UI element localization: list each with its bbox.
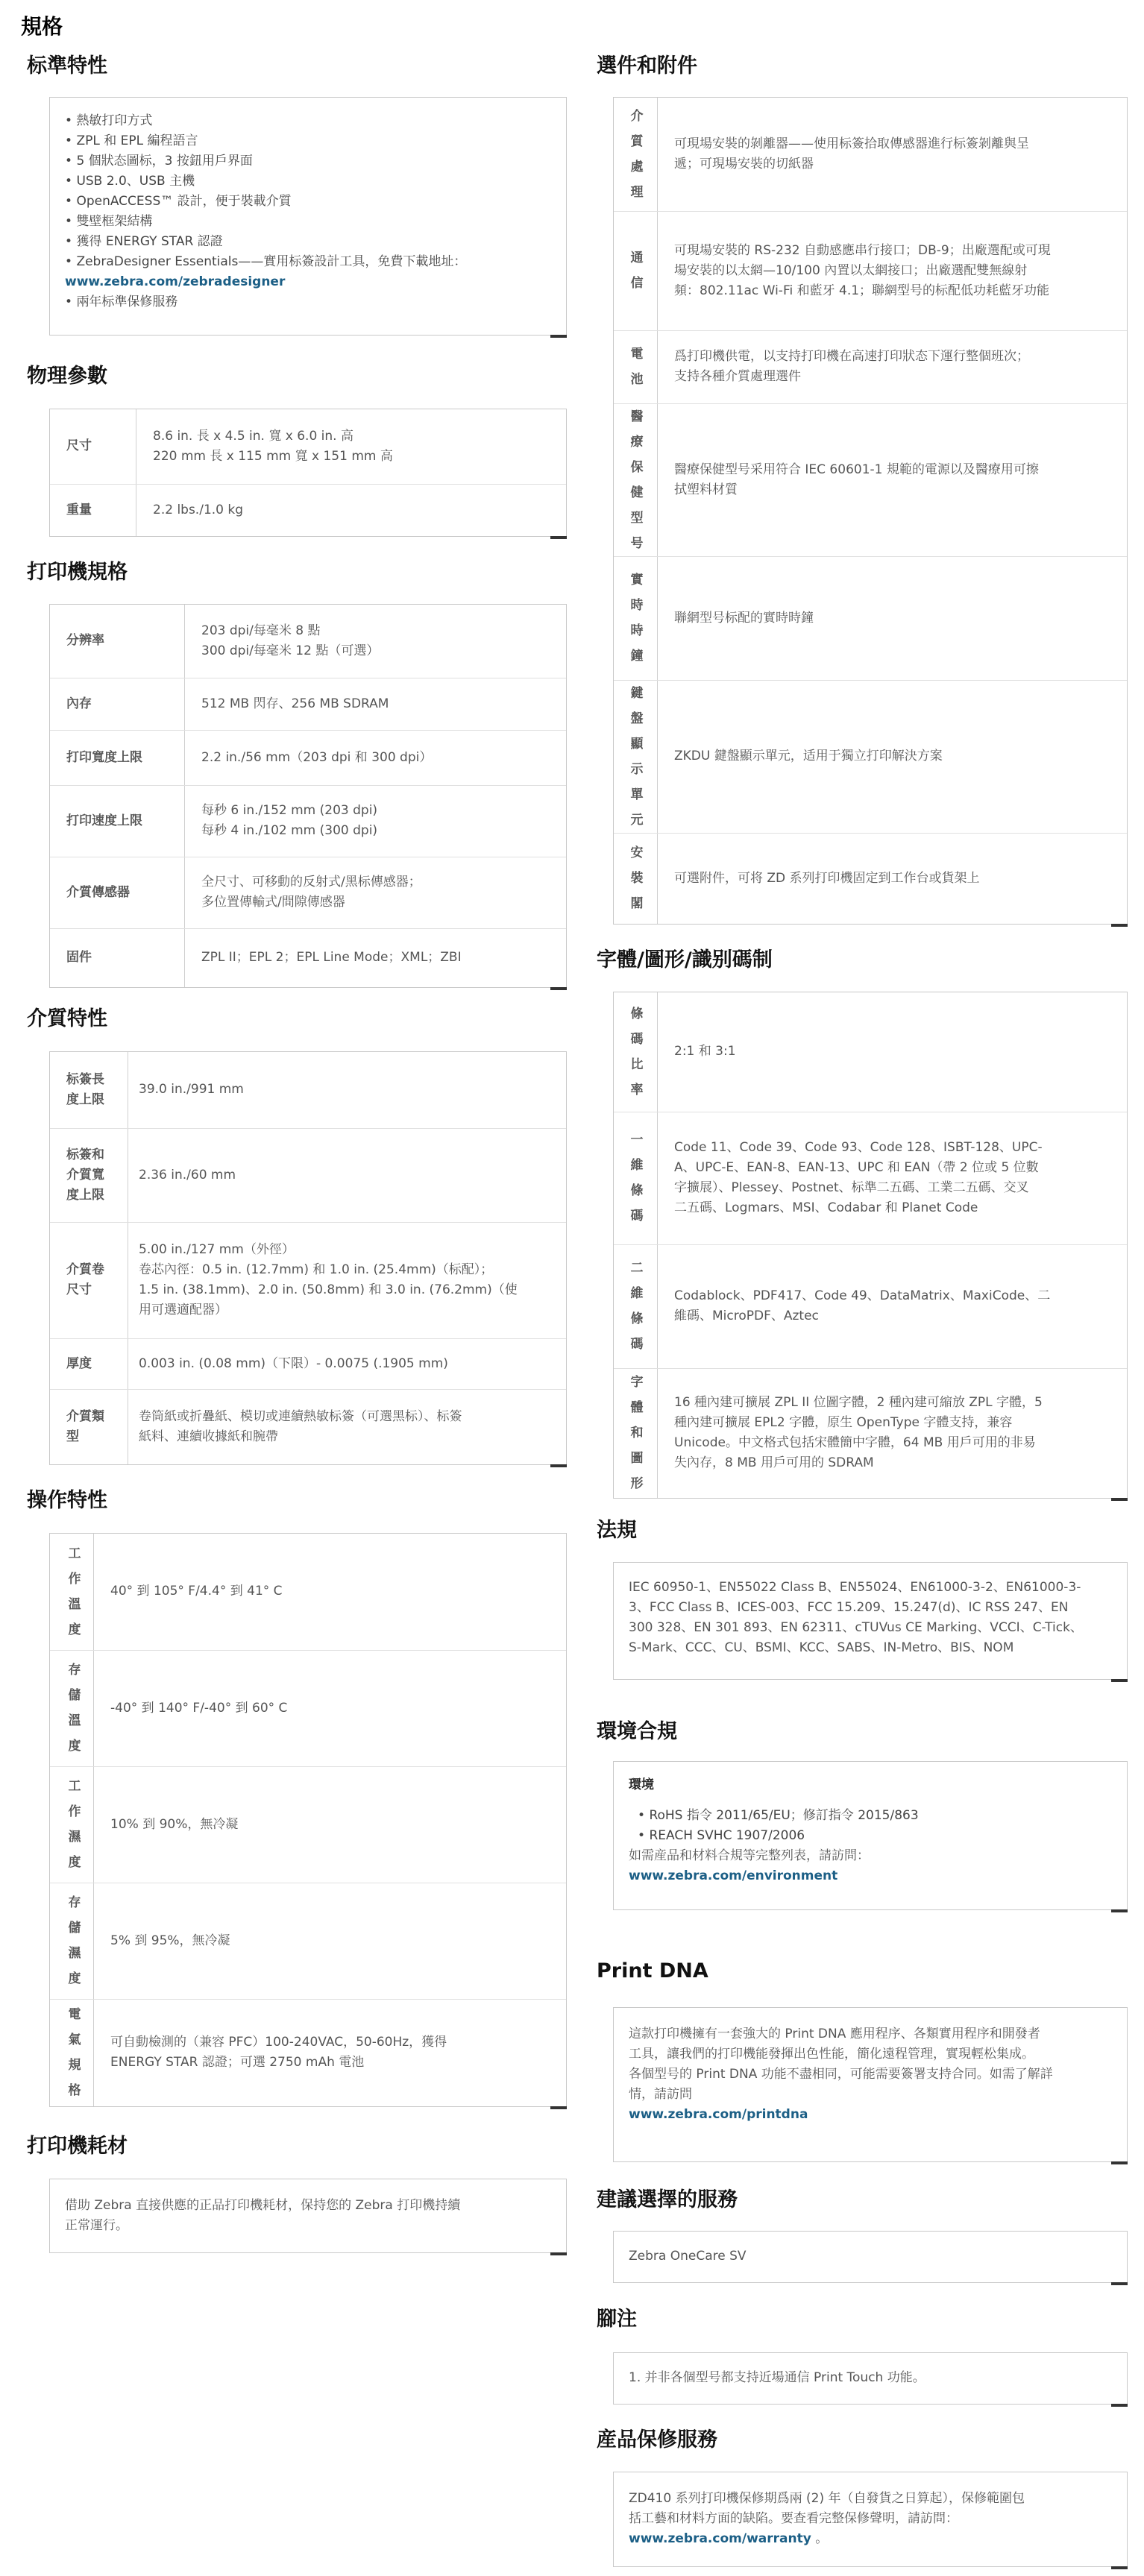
table-row bbox=[50, 1766, 566, 1883]
physical-table-box bbox=[49, 409, 567, 537]
printer-specs-heading: 打印機規格 bbox=[27, 561, 128, 584]
list-item: • ZPL 和 EPL 編程語言 bbox=[65, 131, 551, 151]
row-value: 300 dpi/每毫米 12 點（可選） bbox=[201, 643, 380, 658]
options-heading: 選件和附件 bbox=[597, 54, 697, 78]
list-item: • 5 個狀态圖标，3 按鈕用戶界面 bbox=[65, 151, 551, 171]
row-label: 電 氣 規 格 bbox=[50, 1999, 94, 2106]
fonts-box bbox=[613, 992, 1128, 1499]
printer-specs-box bbox=[49, 604, 567, 988]
table-row: 字 體 和 圖 形 16 種內建可擴展 ZPL II 位圖字體，2 種內建可縮放 ZPL 字體，5 種內建可擴展 EPL2 字體，原生 OpenType 字體支持，兼容 Unicode。中文格式包括宋體簡中字體，64 MB 用戶可用的非易 失內存，8 MB 用戶可用的 SDRAM bbox=[614, 1368, 1127, 1498]
printdna-link[interactable]: www.zebra.com/printdna bbox=[629, 2107, 808, 2122]
standard-features-heading: 标準特性 bbox=[27, 54, 107, 78]
row-value: 5.00 in./127 mm（外徑） bbox=[139, 1242, 295, 1257]
table-row: 醫 療 保 健 型 号 醫療保健型号采用符合 IEC 60601-1 規範的電源以及醫療用可擦 拭塑料材質 bbox=[614, 403, 1127, 556]
table-row: 二 維 條 碼 Codablock、PDF417、Code 49、DataMatrix、MaxiCode、二 維碼、MicroPDF、Aztec bbox=[614, 1244, 1127, 1368]
row-value: ZPL II；EPL 2；EPL Line Mode；XML；ZBI bbox=[201, 950, 462, 966]
warranty-text: ZD410 系列打印機保修期爲兩 (2) 年（自發貨之日算起），保修範圍包 括工藝和材料方面的缺陷。要查看完整保修聲明，請訪問： www.zebra.com/warranty 。 bbox=[629, 2491, 1025, 2546]
printdna-heading: Print DNA bbox=[597, 1959, 708, 1983]
row-value: 203 dpi/每毫米 8 點 bbox=[201, 623, 321, 638]
page-title: 規格 bbox=[21, 14, 63, 39]
footnotes-box bbox=[613, 2352, 1128, 2405]
environment-heading: 環境合規 bbox=[597, 1720, 677, 1743]
supplies-box bbox=[49, 2179, 567, 2253]
row-label: 厚度 bbox=[50, 1338, 128, 1389]
row-label: 介質傳感器 bbox=[50, 857, 185, 928]
options-box bbox=[613, 97, 1128, 925]
table-row bbox=[50, 409, 566, 484]
table-row bbox=[50, 1052, 566, 1128]
media-table bbox=[50, 1052, 566, 1464]
row-value: -40° 到 140° F/-40° 到 60° C bbox=[110, 1700, 288, 1716]
row-value: 220 mm 長 x 115 mm 寬 x 151 mm 高 bbox=[153, 448, 393, 464]
operating-table bbox=[50, 1534, 566, 2106]
list-item: • ZebraDesigner Essentials——實用标簽設計工具，免費下載地址： bbox=[65, 252, 551, 272]
table-row: 通 信 可現場安裝的 RS-232 自動感應串行接口；DB-9；出廠選配或可現 場安裝的以太網—10/100 內置以太網接口；出廠選配雙無線射 頻：802.11ac Wi-Fi 和藍牙 4.1；聯網型号的标配低功耗藍牙功能 bbox=[614, 211, 1127, 330]
table-row bbox=[50, 484, 566, 536]
physical-heading: 物理參數 bbox=[27, 365, 107, 388]
warranty-link[interactable]: www.zebra.com/warranty bbox=[629, 2531, 811, 2546]
table-row bbox=[50, 1222, 566, 1338]
row-label: 尺寸 bbox=[50, 409, 136, 484]
row-label: 固件 bbox=[50, 928, 185, 987]
row-label: 重量 bbox=[50, 484, 136, 536]
printdna-box bbox=[613, 2007, 1128, 2162]
printer-specs-table bbox=[50, 605, 566, 987]
row-label: 內存 bbox=[50, 678, 185, 730]
options-table bbox=[614, 98, 1127, 924]
row-label: 安 裝 閣 bbox=[614, 833, 658, 924]
row-label: 工 作 濕 度 bbox=[50, 1766, 94, 1883]
row-value: 卷芯內徑：0.5 in. (12.7mm) 和 1.0 in. (25.4mm)（标配）； bbox=[139, 1262, 494, 1277]
table-row bbox=[50, 1650, 566, 1766]
table-row: 一 維 條 碼 Code 11、Code 39、Code 93、Code 128、ISBT-128、UPC- A、UPC-E、EAN-8、EAN-13、UPC 和 EAN（帶 2 位或 5 位數 字擴展）、Plessey、Postnet、标準二五碼、工業二五碼、交叉 二五碼、Logmars、MSI、Codabar 和 Planet Code bbox=[614, 1112, 1127, 1244]
media-box bbox=[49, 1051, 567, 1465]
fonts-table bbox=[614, 992, 1127, 1498]
row-value: 用可選適配器） bbox=[139, 1303, 227, 1317]
row-value: 每秒 4 in./102 mm (300 dpi) bbox=[201, 823, 378, 838]
row-label: 标簽長 度上限 bbox=[50, 1052, 128, 1128]
table-row bbox=[50, 857, 566, 928]
row-label: 介 質 處 理 bbox=[614, 98, 658, 211]
media-heading: 介質特性 bbox=[27, 1007, 107, 1030]
table-row bbox=[50, 928, 566, 987]
services-text: Zebra OneCare SV bbox=[629, 2249, 747, 2264]
standard-features-box bbox=[49, 97, 567, 336]
table-row: 鍵 盤 顯 示 單 元 ZKDU 鍵盤顯示單元，适用于獨立打印解決方案 bbox=[614, 680, 1127, 833]
row-label: 介質類 型 bbox=[50, 1389, 128, 1464]
table-row bbox=[50, 1128, 566, 1222]
table-row: 條 碼 比 率 2:1 和 3:1 bbox=[614, 992, 1127, 1112]
row-label: 存 儲 濕 度 bbox=[50, 1883, 94, 1999]
environment-subheading: 環境 bbox=[629, 1777, 654, 1792]
supplies-text: 借助 Zebra 直接供應的正品打印機耗材，保持您的 Zebra 打印機持續 正常運行。 bbox=[65, 2198, 461, 2233]
list-item: • 雙壁框架結構 bbox=[65, 212, 551, 232]
row-value: 40° 到 105° F/4.4° 到 41° C bbox=[110, 1584, 283, 1599]
row-value: 8.6 in. 長 x 4.5 in. 寬 x 6.0 in. 高 bbox=[153, 428, 353, 444]
list-item: • USB 2.0、USB 主機 bbox=[65, 171, 551, 192]
services-heading: 建議選擇的服務 bbox=[597, 2188, 738, 2211]
list-item: • REACH SVHC 1907/2006 bbox=[638, 1826, 1112, 1846]
environment-list bbox=[629, 1806, 1112, 1846]
list-item: • 獲得 ENERGY STAR 認證 bbox=[65, 232, 551, 252]
standard-features-list bbox=[50, 98, 566, 312]
row-label: 一 維 條 碼 bbox=[614, 1112, 658, 1244]
row-label: 工 作 溫 度 bbox=[50, 1534, 94, 1650]
list-item: • RoHS 指令 2011/65/EU；修訂指令 2015/863 bbox=[638, 1806, 1112, 1826]
list-item: • OpenACCESS™ 設計，便于裝載介質 bbox=[65, 192, 551, 212]
row-value: 全尺寸、可移動的反射式/黑标傳感器； bbox=[201, 875, 421, 889]
fonts-heading: 字體/圖形/識别碼制 bbox=[597, 948, 773, 971]
physical-table bbox=[50, 409, 566, 536]
row-label: 分辨率 bbox=[50, 605, 185, 678]
table-row: 實 時 時 鐘 聯網型号标配的實時時鐘 bbox=[614, 556, 1127, 680]
table-row bbox=[50, 1389, 566, 1464]
table-row bbox=[50, 1338, 566, 1389]
warranty-box bbox=[613, 2472, 1128, 2567]
row-value: 每秒 6 in./152 mm (203 dpi) bbox=[201, 803, 378, 818]
warranty-link-suffix: 。 bbox=[811, 2531, 829, 2546]
services-box bbox=[613, 2231, 1128, 2283]
row-label: 通 信 bbox=[614, 211, 658, 330]
regulatory-box bbox=[613, 1562, 1128, 1680]
warranty-heading: 産品保修服務 bbox=[597, 2428, 717, 2451]
list-item: • 兩年标準保修服務 bbox=[65, 292, 551, 312]
row-label: 醫 療 保 健 型 号 bbox=[614, 403, 658, 556]
table-row bbox=[50, 678, 566, 730]
supplies-heading: 打印機耗材 bbox=[27, 2135, 128, 2158]
zebradesigner-link[interactable]: www.zebra.com/zebradesigner bbox=[65, 274, 286, 289]
table-row bbox=[50, 605, 566, 678]
table-row bbox=[50, 1883, 566, 1999]
table-row bbox=[50, 1999, 566, 2106]
environment-link[interactable]: www.zebra.com/environment bbox=[629, 1868, 838, 1883]
row-label: 二 維 條 碼 bbox=[614, 1244, 658, 1368]
row-label: 打印寬度上限 bbox=[50, 730, 185, 785]
environment-content bbox=[614, 1762, 1127, 1900]
table-row bbox=[50, 785, 566, 857]
table-row bbox=[50, 1534, 566, 1650]
row-label: 介質卷 尺寸 bbox=[50, 1222, 128, 1338]
regulatory-text: IEC 60950-1、EN55022 Class B、EN55024、EN61000-3-2、EN61000-3- 3、FCC Class B、ICES-003、FCC 15.209、15.247(d)、IC RSS 247、EN 300 328、EN 301 893、EN 62311、cTUVus CE Marking、VCCI、C-Tick、 S-Mark、CCC、CU、BSMI、KCC、SABS、IN-Metro、BIS、NOM bbox=[629, 1580, 1083, 1655]
row-value: 紙料、連續收據紙和腕帶 bbox=[139, 1429, 278, 1444]
operating-box bbox=[49, 1533, 567, 2107]
row-value: 512 MB 閃存、256 MB SDRAM bbox=[201, 696, 389, 711]
footnotes-text: 1. 并非各個型号都支持近場通信 Print Touch 功能。 bbox=[629, 2370, 925, 2385]
environment-note: 如需産品和材料合規等完整列表，請訪問： bbox=[629, 1848, 870, 1863]
operating-heading: 操作特性 bbox=[27, 1489, 107, 1512]
row-value: 39.0 in./991 mm bbox=[139, 1082, 244, 1098]
row-value: 5% 到 95%，無冷凝 bbox=[110, 1933, 230, 1948]
table-row: 電 池 爲打印機供電，以支持打印機在高速打印狀态下運行整個班次； 支持各種介質處理選件 bbox=[614, 330, 1127, 403]
row-label: 存 儲 溫 度 bbox=[50, 1650, 94, 1766]
table-row: 安 裝 閣 可選附件，可将 ZD 系列打印機固定到工作台或貨架上 bbox=[614, 833, 1127, 924]
environment-box bbox=[613, 1761, 1128, 1910]
row-label: 電 池 bbox=[614, 330, 658, 403]
list-item: • 熱敏打印方式 bbox=[65, 111, 551, 131]
row-value: 卷筒紙或折疊紙、模切或連續熱敏标簽（可選黑标）、标簽 bbox=[139, 1408, 462, 1424]
row-value: 2.2 lbs./1.0 kg bbox=[153, 502, 244, 517]
row-value: 10% 到 90%，無冷凝 bbox=[110, 1816, 239, 1832]
regulatory-heading: 法規 bbox=[597, 1519, 637, 1542]
row-value: 2.2 in./56 mm（203 dpi 和 300 dpi） bbox=[201, 749, 433, 765]
row-value: 2.36 in./60 mm bbox=[139, 1167, 236, 1182]
row-label: 字 體 和 圖 形 bbox=[614, 1368, 658, 1498]
row-value: 0.003 in. (0.08 mm)（下限）- 0.0075 (.1905 mm) bbox=[139, 1355, 448, 1371]
row-label: 打印速度上限 bbox=[50, 785, 185, 857]
row-label: 實 時 時 鐘 bbox=[614, 556, 658, 680]
table-row: 介 質 處 理 可現場安裝的剝離器——使用标簽拾取傳感器進行标簽剝離與呈 遞；可現場安裝的切紙器 bbox=[614, 98, 1127, 211]
row-value: 可自動檢測的（兼容 PFC）100-240VAC，50-60Hz，獲得 bbox=[110, 2035, 447, 2050]
printdna-text: 這款打印機擁有一套強大的 Print DNA 應用程序、各類實用程序和開發者 工具，讓我們的打印機能發揮出色性能，簡化遠程管理，實現輕松集成。 各個型号的 Print DNA 功能不盡相同，可能需要簽署支持合同。如需了解詳 情，請訪問 www.zebra.com/printdna bbox=[629, 2027, 1053, 2122]
row-value: 1.5 in. (38.1mm)、2.0 in. (50.8mm) 和 3.0 in. (76.2mm)（使 bbox=[139, 1282, 518, 1297]
row-value: 多位置傳輸式/間隙傳感器 bbox=[201, 895, 345, 910]
row-label: 條 碼 比 率 bbox=[614, 992, 658, 1112]
footnotes-heading: 腳注 bbox=[597, 2308, 637, 2331]
row-label: 鍵 盤 顯 示 單 元 bbox=[614, 680, 658, 833]
row-value: ENERGY STAR 認證；可選 2750 mAh 電池 bbox=[110, 2055, 365, 2070]
row-label: 标簽和 介質寬 度上限 bbox=[50, 1128, 128, 1222]
table-row bbox=[50, 730, 566, 785]
